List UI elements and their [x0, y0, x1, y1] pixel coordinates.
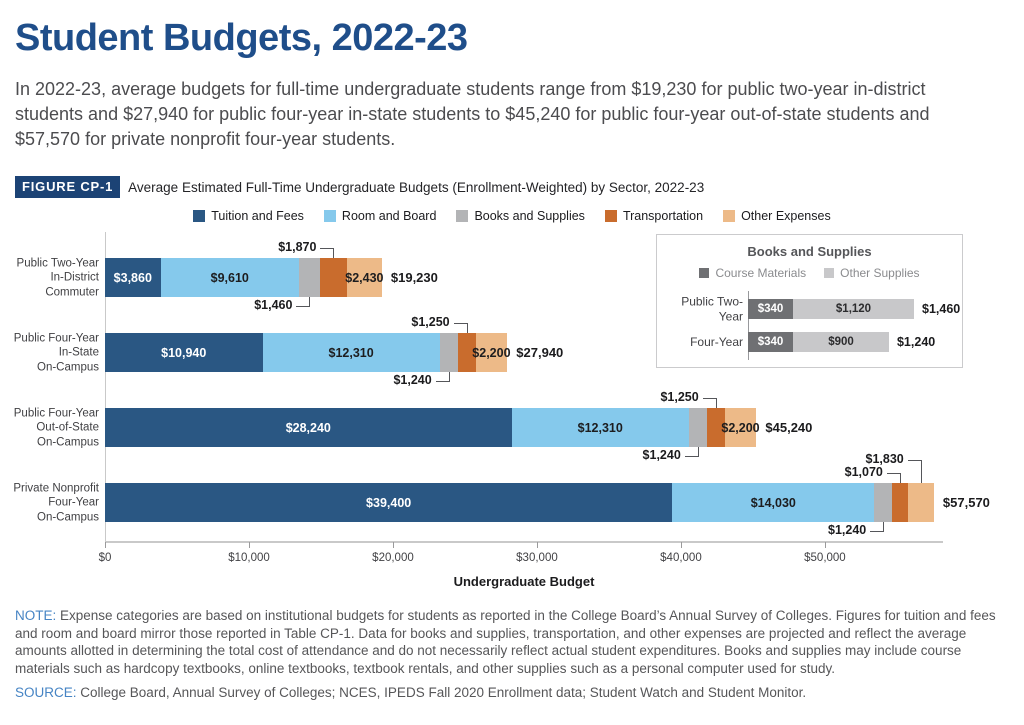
legend-item — [456, 209, 585, 223]
x-axis-tick — [393, 542, 394, 548]
legend-item — [605, 209, 703, 223]
bar-segment-value: $14,030 — [750, 495, 796, 510]
callout-line — [449, 372, 450, 382]
stacked-bar-row — [105, 408, 760, 447]
legend-item — [193, 209, 304, 223]
source-label: SOURCE: — [15, 685, 77, 700]
inset-bar-total: $1,240 — [896, 335, 936, 349]
legend-swatch-room-and-board — [324, 210, 336, 222]
page-title: Student Budgets, 2022-23 — [15, 17, 468, 59]
inset-bar-segment — [793, 332, 889, 352]
callout-line — [900, 473, 901, 483]
x-axis-title: Undergraduate Budget — [453, 574, 595, 589]
bar-segment-value: $28,240 — [285, 420, 331, 435]
bar-segment-value: $12,310 — [577, 420, 623, 435]
callout-line — [320, 248, 333, 249]
stacked-bar-chart — [0, 228, 1024, 600]
x-axis-line — [105, 541, 943, 543]
inset-segment-value: $1,120 — [835, 303, 872, 315]
callout-line — [908, 460, 921, 461]
bar-segment-room-and-board — [161, 258, 299, 297]
bar-segment-tuition-and-fees — [105, 258, 161, 297]
x-axis-tick-label: $50,000 — [804, 552, 846, 564]
inset-legend-item — [824, 266, 919, 280]
bar-segment-room-and-board — [672, 483, 874, 522]
bar-segment-books-and-supplies — [299, 258, 320, 297]
callout-line — [467, 323, 468, 333]
bar-segment-value: $2,200 — [721, 420, 760, 435]
legend-swatch-books-and-supplies — [456, 210, 468, 222]
bar-total-value: $27,940 — [516, 345, 564, 360]
callout-value: $1,240 — [393, 373, 432, 387]
inset-bar-row — [748, 299, 914, 319]
legend-label: Room and Board — [341, 209, 437, 223]
bar-category-label: Public Two-Year In-District Commuter — [16, 256, 99, 298]
inset-chart-books-and-supplies — [656, 234, 963, 368]
legend-label: Transportation — [622, 209, 704, 223]
figure-caption: Average Estimated Full-Time Undergraduate Budgets (Enrollment-Weighted) by Sector, 2022-23 — [128, 179, 705, 195]
inset-category-label: Four-Year — [690, 334, 743, 349]
bar-segment-value: $9,610 — [210, 270, 249, 285]
bar-category-label: Public Four-Year In-State On-Campus — [13, 331, 99, 373]
callout-value: $1,460 — [254, 298, 293, 312]
bar-segment-value: $12,310 — [328, 345, 374, 360]
bar-segment-tuition-and-fees — [105, 333, 263, 372]
legend-swatch-other-expenses — [723, 210, 735, 222]
callout-line — [296, 306, 309, 307]
bar-segment-value: $2,200 — [472, 345, 511, 360]
legend-swatch-tuition-and-fees — [193, 210, 205, 222]
callout-line — [716, 398, 717, 408]
inset-legend-swatch — [824, 268, 834, 278]
legend-swatch-transportation — [605, 210, 617, 222]
figure-header — [15, 176, 1009, 198]
bar-total-value: $57,570 — [942, 495, 990, 510]
bar-segment-books-and-supplies — [874, 483, 892, 522]
x-axis-tick-label: $30,000 — [516, 552, 558, 564]
chart-legend — [0, 209, 1024, 223]
x-axis-tick — [681, 542, 682, 548]
legend-item — [723, 209, 831, 223]
callout-line — [921, 460, 922, 483]
source-text — [15, 684, 1009, 702]
callout-value: $1,250 — [660, 390, 699, 404]
x-axis-tick — [537, 542, 538, 548]
inset-bar-segment — [748, 332, 793, 352]
stacked-bar-row — [105, 483, 934, 522]
legend-label: Other Expenses — [741, 209, 831, 223]
inset-bar-segment — [793, 299, 914, 319]
callout-line — [703, 398, 716, 399]
inset-segment-value: $340 — [757, 303, 784, 315]
inset-chart-title: Books and Supplies — [747, 244, 872, 259]
x-axis-tick-label: $40,000 — [660, 552, 702, 564]
inset-legend-label: Other Supplies — [840, 266, 920, 280]
bar-segment-room-and-board — [512, 408, 689, 447]
callout-value: $1,240 — [828, 523, 867, 537]
callout-line — [333, 248, 334, 258]
callout-value: $1,070 — [844, 465, 883, 479]
callout-line — [454, 323, 467, 324]
inset-legend-label: Course Materials — [715, 266, 807, 280]
bar-segment-value: $3,860 — [113, 270, 152, 285]
bar-category-label: Public Four-Year Out-of-State On-Campus — [13, 406, 99, 448]
legend-label: Books and Supplies — [474, 209, 585, 223]
bar-segment-books-and-supplies — [689, 408, 707, 447]
bar-segment-other-expenses — [472, 333, 511, 372]
inset-bar-total: $1,460 — [922, 302, 961, 316]
callout-value: $1,240 — [642, 448, 681, 462]
x-axis-tick-label: $0 — [98, 552, 112, 564]
bar-segment-books-and-supplies — [440, 333, 458, 372]
inset-legend-item — [699, 266, 806, 280]
inset-chart-legend — [657, 266, 962, 280]
x-axis-tick-label: $10,000 — [228, 552, 270, 564]
inset-bar-segment — [748, 299, 793, 319]
callout-value: $1,870 — [278, 240, 317, 254]
bar-segment-room-and-board — [263, 333, 440, 372]
bar-segment-other-expenses — [721, 408, 760, 447]
legend-item — [324, 209, 437, 223]
figure-number-badge: FIGURE CP-1 — [15, 176, 120, 198]
x-axis-tick — [825, 542, 826, 548]
inset-bar-row — [748, 332, 889, 352]
x-axis-tick — [105, 542, 106, 548]
callout-line — [870, 531, 883, 532]
x-axis-tick-label: $20,000 — [372, 552, 414, 564]
bar-segment-other-expenses — [908, 483, 934, 522]
bar-segment-value: $39,400 — [366, 495, 412, 510]
bar-segment-value: $2,430 — [345, 270, 384, 285]
callout-line — [883, 522, 884, 532]
bar-category-label: Private Nonprofit Four-Year On-Campus — [13, 481, 99, 523]
report-page — [0, 16, 1024, 725]
inset-legend-swatch — [699, 268, 709, 278]
bar-total-value: $19,230 — [390, 270, 438, 285]
x-axis-tick — [249, 542, 250, 548]
bar-segment-transportation — [320, 258, 347, 297]
bar-total-value: $45,240 — [765, 420, 813, 435]
stacked-bar-row — [105, 333, 511, 372]
bar-segment-tuition-and-fees — [105, 408, 512, 447]
inset-segment-value: $900 — [828, 336, 854, 348]
callout-line — [685, 456, 698, 457]
callout-value: $1,250 — [411, 315, 450, 329]
callout-line — [309, 297, 310, 307]
bar-segment-value: $10,940 — [161, 345, 207, 360]
inset-category-label: Public Two-Year — [681, 294, 743, 323]
bar-segment-transportation — [892, 483, 907, 522]
bar-segment-tuition-and-fees — [105, 483, 672, 522]
bar-segment-other-expenses — [347, 258, 382, 297]
intro-paragraph: In 2022-23, average budgets for full-time undergraduate students range from $19,230 for public two-year in-district students and $27,940 for public four-year in-state students to $45,240 for public four-year out-of-state students and $57,570 for private nonprofit four-year students. — [15, 79, 930, 149]
legend-label: Tuition and Fees — [211, 209, 304, 223]
inset-segment-value: $340 — [757, 336, 784, 348]
note-text — [15, 607, 1009, 677]
note-label: NOTE: — [15, 608, 57, 623]
callout-value: $1,830 — [865, 452, 904, 466]
callout-line — [436, 381, 449, 382]
source-body: College Board, Annual Survey of Colleges; NCES, IPEDS Fall 2020 Enrollment data; Student Watch and Student Monitor. — [76, 685, 807, 700]
callout-line — [698, 447, 699, 457]
callout-line — [887, 473, 900, 474]
note-body: Expense categories are based on institutional budgets for students as reported in the College Board’s Annual Survey of Colleges. Figures for tuition and fees and room and board mirror those reported in Table CP-1. Data for books and supplies, transportation, and other expenses are projected and reflect the average amounts allotted in determining the total cost of attendance and do not necessarily reflect actual student expenditures. Books and supplies may include course materials such as hardcopy textbooks, online textbooks, textbook rentals, and other supplies such as a personal computer used for study. — [15, 608, 996, 676]
stacked-bar-row — [105, 258, 382, 297]
